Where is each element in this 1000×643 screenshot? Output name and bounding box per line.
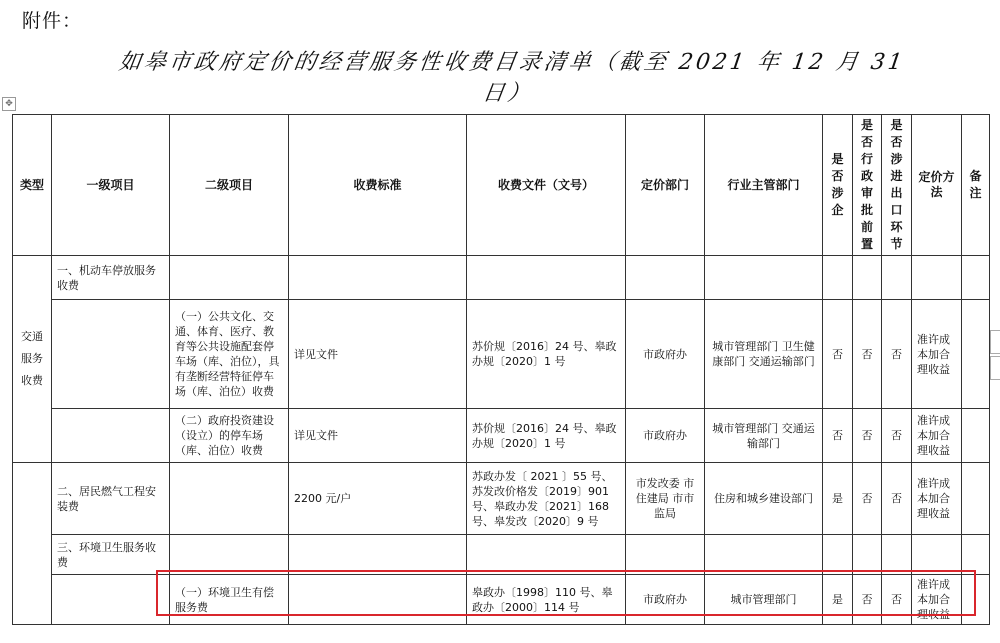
table-row [13, 535, 990, 575]
level1-cell: 一、机动车停放服务收费 [52, 256, 170, 300]
pricing-dept-cell: 市政府办 [626, 409, 705, 463]
level2-cell: （一）环境卫生有偿服务费 [170, 575, 289, 625]
attachment-label: 附件： [22, 10, 83, 32]
industry-dept-cell: 住房和城乡建设部门 [705, 463, 823, 535]
industry-dept-cell: 城市管理部门 [705, 575, 823, 625]
header-admin-approval: 是否行政审批前置 [853, 115, 882, 256]
enterprise-cell: 否 [823, 300, 853, 409]
approval-cell: 否 [853, 463, 882, 535]
header-remark: 备注 [962, 115, 990, 256]
header-document: 收费文件（文号） [467, 115, 626, 256]
page-title: 如皋市政府定价的经营服务性收费目录清单（截至 2021 年 12 月 31 日） [117, 50, 907, 106]
table-move-handle-icon[interactable]: ✥ [2, 97, 16, 111]
pricing-method-cell: 准许成本加合理收益 [912, 300, 962, 409]
table-row [13, 256, 990, 300]
pricing-method-cell: 准许成本加合理收益 [912, 575, 962, 625]
pricing-dept-cell: 市发改委 市住建局 市市监局 [626, 463, 705, 535]
level2-cell: （一）公共文化、交通、体育、医疗、教育等公共设施配套停车场（库、泊位），具有垄断经营特征停车场（库、泊位）收费 [170, 300, 289, 409]
header-pricing-method: 定价方法 [912, 115, 962, 256]
standard-cell: 详见文件 [289, 409, 467, 463]
table-row [13, 575, 990, 625]
standard-cell: 2200 元/户 [289, 463, 467, 535]
header-pricing-dept: 定价部门 [626, 115, 705, 256]
approval-cell: 否 [853, 409, 882, 463]
header-type: 类型 [13, 115, 52, 256]
header-level2: 二级项目 [170, 115, 289, 256]
table-row [13, 409, 990, 463]
industry-dept-cell: 城市管理部门 卫生健康部门 交通运输部门 [705, 300, 823, 409]
document-cell: 苏政办发〔 2021 〕55 号、苏发改价格发〔2019〕901 号、皋政办发〔2021〕168 号、皋发改〔2020〕9 号 [467, 463, 626, 535]
document-cell: 苏价规〔2016〕24 号、皋政办规〔2020〕1 号 [467, 300, 626, 409]
enterprise-cell: 是 [823, 463, 853, 535]
header-standard: 收费标准 [289, 115, 467, 256]
table-row [13, 300, 990, 409]
import-export-cell: 否 [882, 300, 912, 409]
table-row [13, 463, 990, 535]
industry-dept-cell: 城市管理部门 交通运输部门 [705, 409, 823, 463]
document-cell: 皋政办〔1998〕110 号、皋政办〔2000〕114 号 [467, 575, 626, 625]
pricing-method-cell: 准许成本加合理收益 [912, 463, 962, 535]
approval-cell: 否 [853, 300, 882, 409]
header-import-export: 是否涉进出口环节 [882, 115, 912, 256]
import-export-cell: 否 [882, 409, 912, 463]
level1-cell: 三、环境卫生服务收费 [52, 535, 170, 575]
pricing-dept-cell: 市政府办 [626, 575, 705, 625]
pricing-dept-cell: 市政府办 [626, 300, 705, 409]
header-involves-enterprise: 是否涉企 [823, 115, 853, 256]
document-cell: 苏价规〔2016〕24 号、皋政办规〔2020〕1 号 [467, 409, 626, 463]
approval-cell: 否 [853, 575, 882, 625]
import-export-cell: 否 [882, 463, 912, 535]
header-industry-dept: 行业主管部门 [705, 115, 823, 256]
standard-cell: 详见文件 [289, 300, 467, 409]
enterprise-cell: 否 [823, 409, 853, 463]
level1-cell: 二、居民燃气工程安装费 [52, 463, 170, 535]
category-cell: 交通服务收费 [13, 256, 52, 463]
margin-marker [990, 330, 1000, 354]
level2-cell: （二）政府投资建设（设立）的停车场（库、泊位）收费 [170, 409, 289, 463]
pricing-method-cell: 准许成本加合理收益 [912, 409, 962, 463]
header-row [13, 115, 990, 256]
margin-marker [990, 356, 1000, 380]
enterprise-cell: 是 [823, 575, 853, 625]
header-level1: 一级项目 [52, 115, 170, 256]
fee-catalog-table [12, 114, 990, 625]
import-export-cell: 否 [882, 575, 912, 625]
